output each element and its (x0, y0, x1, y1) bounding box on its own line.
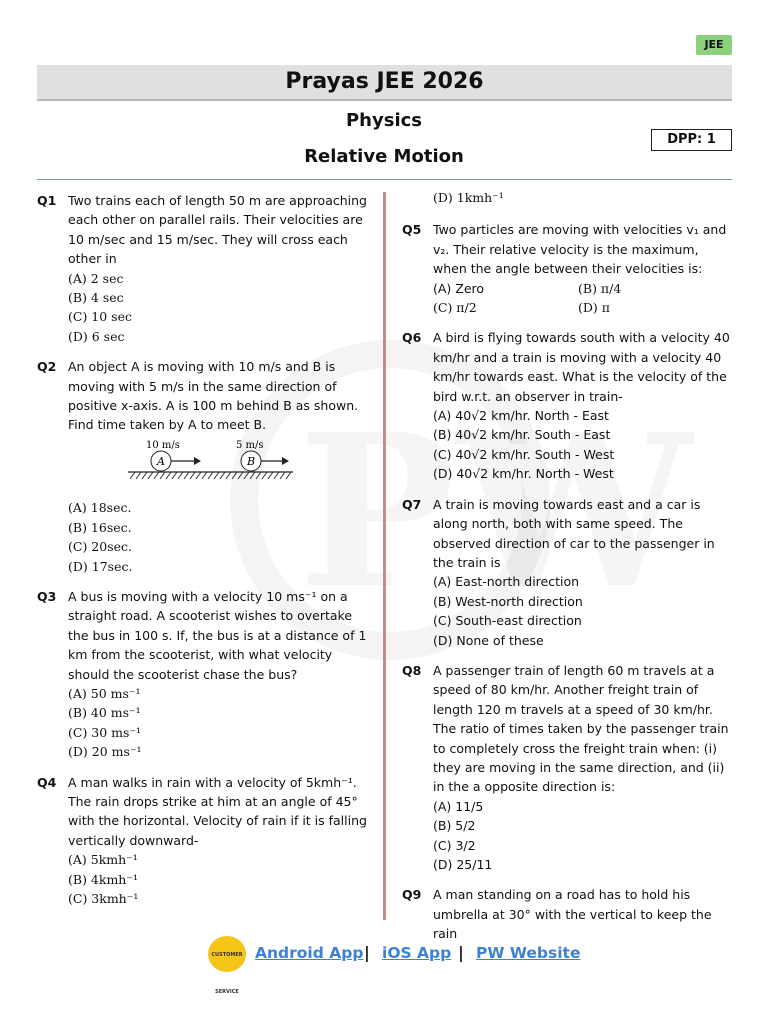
title-bar (37, 65, 732, 101)
option-b: (B) 16sec. (68, 519, 132, 535)
question-text: An object A is moving with 10 m/s and B is moving with 5 m/s in the same direction of positive x-axis. A is 100 m behind B as shown. Find time taken by A to meet B. (68, 359, 359, 433)
ball-b-label: B (247, 454, 256, 468)
option-b: (B) West-north direction (433, 593, 583, 609)
separator: | (364, 943, 370, 962)
option-a: (A) 11/5 (433, 798, 484, 814)
option-c: (C) 30 ms⁻¹ (68, 724, 142, 740)
option-d: (D) 25/11 (433, 857, 493, 872)
option-c: (C) 40√2 km/hr. South - West (433, 446, 615, 462)
question-number: Q1 (37, 193, 57, 208)
question-number: Q7 (402, 496, 422, 512)
option-a: (A) Zero (433, 280, 485, 296)
ground-hatching (130, 472, 291, 479)
option-b: (B) 40 ms⁻¹ (68, 705, 141, 721)
arrow-a-head (194, 457, 201, 465)
question-number: Q5 (402, 222, 422, 238)
question-q4-continued (402, 188, 732, 207)
question-number: Q9 (402, 887, 422, 903)
ball-a-label: A (157, 454, 165, 468)
question-q9 (402, 885, 732, 943)
option-c: (C) 20sec. (68, 539, 132, 555)
left-column (37, 191, 367, 919)
option-b: (B) 4 sec (68, 290, 124, 306)
option-a: (A) 18sec. (68, 500, 132, 516)
label-b-speed: 5 m/s (236, 439, 264, 451)
option-d: (D) 6 sec (68, 328, 125, 344)
column-divider (383, 192, 386, 920)
option-c: (C) South-east direction (433, 613, 582, 629)
question-q7 (402, 495, 732, 650)
option-b: (B) 5/2 (433, 818, 476, 834)
option-a: (A) 2 sec (68, 270, 124, 286)
question-number: Q4 (37, 774, 57, 790)
chapter-heading: Relative Motion (304, 146, 464, 167)
right-column (402, 188, 732, 955)
android-app-link[interactable]: Android App (255, 944, 364, 962)
customer-service-icon[interactable] (208, 936, 246, 995)
option-c: (C) 3kmh⁻¹ (68, 891, 139, 906)
label-a-speed: 10 m/s (146, 439, 180, 451)
option-c: (C) 3/2 (433, 837, 476, 853)
question-q1 (37, 191, 367, 346)
exam-tag: JEE (696, 35, 732, 55)
option-d: (D) π (578, 300, 610, 316)
option-a: (A) 5kmh⁻¹ (68, 852, 138, 868)
question-text: A passenger train of length 60 m travels at a speed of 80 km/hr. Another freight train of length 120 m travels at a speed of 30 km/hr. The ratio of times taken by the passenger train to completely cross the freight train when: (i) they are moving in the same direction, and (ii) in the a opposite direction is: (433, 662, 729, 795)
question-number: Q8 (402, 662, 422, 678)
header-divider (37, 179, 732, 180)
question-text: A man walks in rain with a velocity of 5kmh⁻¹. The rain drops strike at him at an angle of 45° with the horizontal. Velocity of rain if it is falling vertically downward- (68, 774, 367, 848)
ios-app-link[interactable]: iOS App (382, 944, 452, 962)
option-d: (D) None of these (433, 632, 544, 648)
question-q5 (402, 220, 732, 317)
separator: | (458, 943, 464, 962)
subject-heading: Physics (345, 110, 422, 131)
question-q2 (37, 357, 367, 576)
option-d: (D) 40√2 km/hr. North - West (433, 466, 614, 482)
option-a: (A) 50 ms⁻¹ (68, 685, 141, 701)
option-d: (D) 20 ms⁻¹ (68, 744, 142, 760)
option-b: (B) π/4 (578, 280, 622, 296)
option-d: (D) 1kmh⁻¹ (433, 190, 504, 205)
options-grid (433, 279, 732, 318)
question-number: Q2 (37, 359, 57, 375)
question-text: A train is moving towards east and a car is along north, both with same speed. The observed direction of car to the passenger in the train is (433, 496, 715, 570)
option-d: (D) 17sec. (68, 558, 133, 574)
question-text: A bus is moving with a velocity 10 ms⁻¹ on a straight road. A scooterist wishes to overtake the bus in 100 s. If, the bus is at a distance of 1 km from the scooterist, with what velocity should the scooterist chase the bus? (68, 588, 367, 682)
option-b: (B) 4kmh⁻¹ (68, 871, 138, 887)
option-c: (C) π/2 (433, 300, 477, 316)
question-text: Two trains each of length 50 m are approaching each other on parallel rails. Their velocities are 10 m/sec and 15 m/sec. They will cross each other in (68, 193, 367, 267)
option-a: (A) East-north direction (433, 574, 580, 590)
dpp-badge: DPP: 1 (651, 129, 732, 151)
option-a: (A) 40√2 km/hr. North - East (433, 408, 609, 424)
motion-diagram (68, 437, 367, 491)
option-b: (B) 40√2 km/hr. South - East (433, 427, 611, 443)
question-q3 (37, 587, 367, 762)
question-text: A bird is flying towards south with a velocity 40 km/hr and a train is moving with a velocity 40 km/hr towards east. What is the velocity of the bird w.r.t. an observer in train- (433, 330, 730, 404)
question-text: Two particles are moving with velocities v₁ and v₂. Their relative velocity is the maximum, when the angle between their velocities is: (433, 222, 727, 277)
question-q4 (37, 773, 367, 909)
question-number: Q3 (37, 588, 57, 604)
customer-service-label: CUSTOMER SERVICE (211, 952, 243, 995)
question-text: A man standing on a road has to hold his umbrella at 30° with the vertical to keep the rain (433, 887, 712, 942)
question-number: Q6 (402, 330, 422, 346)
footer-links (0, 936, 768, 995)
arrow-b-head (282, 457, 289, 465)
option-c: (C) 10 sec (68, 309, 132, 325)
question-q8 (402, 661, 732, 874)
page-title: Prayas JEE 2026 (285, 69, 484, 94)
question-q6 (402, 328, 732, 483)
pw-website-link[interactable]: PW Website (476, 944, 581, 962)
